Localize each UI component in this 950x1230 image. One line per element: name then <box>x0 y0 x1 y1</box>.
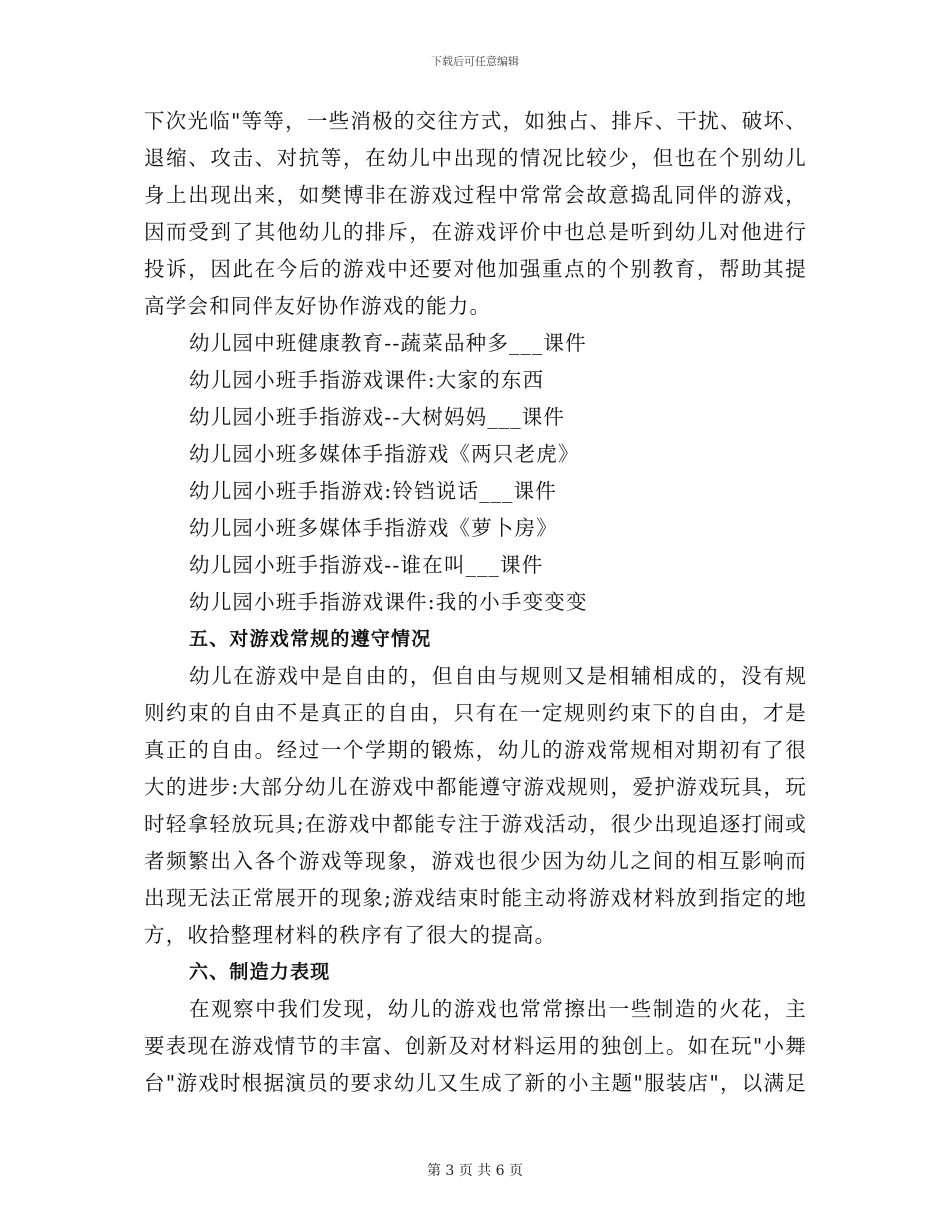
related-link[interactable]: 幼儿园小班手指游戏课件:我的小手变变变 <box>189 590 588 614</box>
text-line: 要表现在游戏情节的丰富、创新及对材料运用的独创上。如在玩"小舞 <box>144 1034 807 1058</box>
text-line: 下次光临"等等，一些消极的交往方式，如独占、排斥、干扰、破坏、 <box>144 109 807 133</box>
body-text <box>144 103 807 1102</box>
text-line: 真正的自由。经过一个学期的锻炼，幼儿的游戏常规相对期初有了很 <box>144 738 807 762</box>
text-line: 高学会和同伴友好协作游戏的能力。 <box>144 294 492 318</box>
text-line: 退缩、攻击、对抗等，在幼儿中出现的情况比较少，但也在个别幼儿 <box>144 146 807 170</box>
section-6 <box>144 954 807 1102</box>
section-5 <box>144 621 807 954</box>
text-line: 因而受到了其他幼儿的排斥，在游戏评价中也总是听到幼儿对他进行 <box>144 220 807 244</box>
text-line: 台"游戏时根据演员的要求幼儿又生成了新的小主题"服装店"，以满足 <box>144 1071 807 1095</box>
related-link[interactable]: 幼儿园中班健康教育--蔬菜品种多___课件 <box>189 331 587 355</box>
section-heading: 六、制造力表现 <box>189 961 331 983</box>
related-link[interactable]: 幼儿园小班多媒体手指游戏《两只老虎》 <box>189 442 580 466</box>
header-note: 下载后可任意编辑 <box>431 55 519 68</box>
text-line: 出现无法正常展开的现象;游戏结束时能主动将游戏材料放到指定的地 <box>144 886 807 910</box>
text-line: 方，收拾整理材料的秩序有了很大的提高。 <box>144 923 557 947</box>
text-line: 投诉，因此在今后的游戏中还要对他加强重点的个别教育，帮助其提 <box>144 257 807 281</box>
related-link[interactable]: 幼儿园小班多媒体手指游戏《萝卜房》 <box>189 516 558 540</box>
text-line: 者频繁出入各个游戏等现象，游戏也很少因为幼儿之间的相互影响而 <box>144 849 807 873</box>
text-line: 时轻拿轻放玩具;在游戏中都能专注于游戏活动，很少出现追逐打闹或 <box>144 812 807 836</box>
text-line: 在观察中我们发现，幼儿的游戏也常常擦出一些制造的火花，主 <box>189 997 807 1021</box>
text-line: 幼儿在游戏中是自由的，但自由与规则又是相辅相成的，没有规 <box>189 664 807 688</box>
text-line: 则约束的自由不是真正的自由，只有在一定规则约束下的自由，才是 <box>144 701 807 725</box>
related-link[interactable]: 幼儿园小班手指游戏--大树妈妈___课件 <box>189 405 566 429</box>
text-line: 大的进步:大部分幼儿在游戏中都能遵守游戏规则，爱护游戏玩具，玩 <box>144 775 807 799</box>
related-link[interactable]: 幼儿园小班手指游戏课件:大家的东西 <box>189 368 545 392</box>
related-links <box>144 325 807 621</box>
text-line: 身上出现出来，如樊博非在游戏过程中常常会故意捣乱同伴的游戏， <box>144 183 807 207</box>
page-number: 第 3 页 共 6 页 <box>426 1163 524 1179</box>
related-link[interactable]: 幼儿园小班手指游戏--谁在叫___课件 <box>189 553 544 577</box>
section-heading: 五、对游戏常规的遵守情况 <box>189 628 432 650</box>
paragraph-1 <box>144 103 807 325</box>
related-link[interactable]: 幼儿园小班手指游戏:铃铛说话___课件 <box>189 479 557 503</box>
